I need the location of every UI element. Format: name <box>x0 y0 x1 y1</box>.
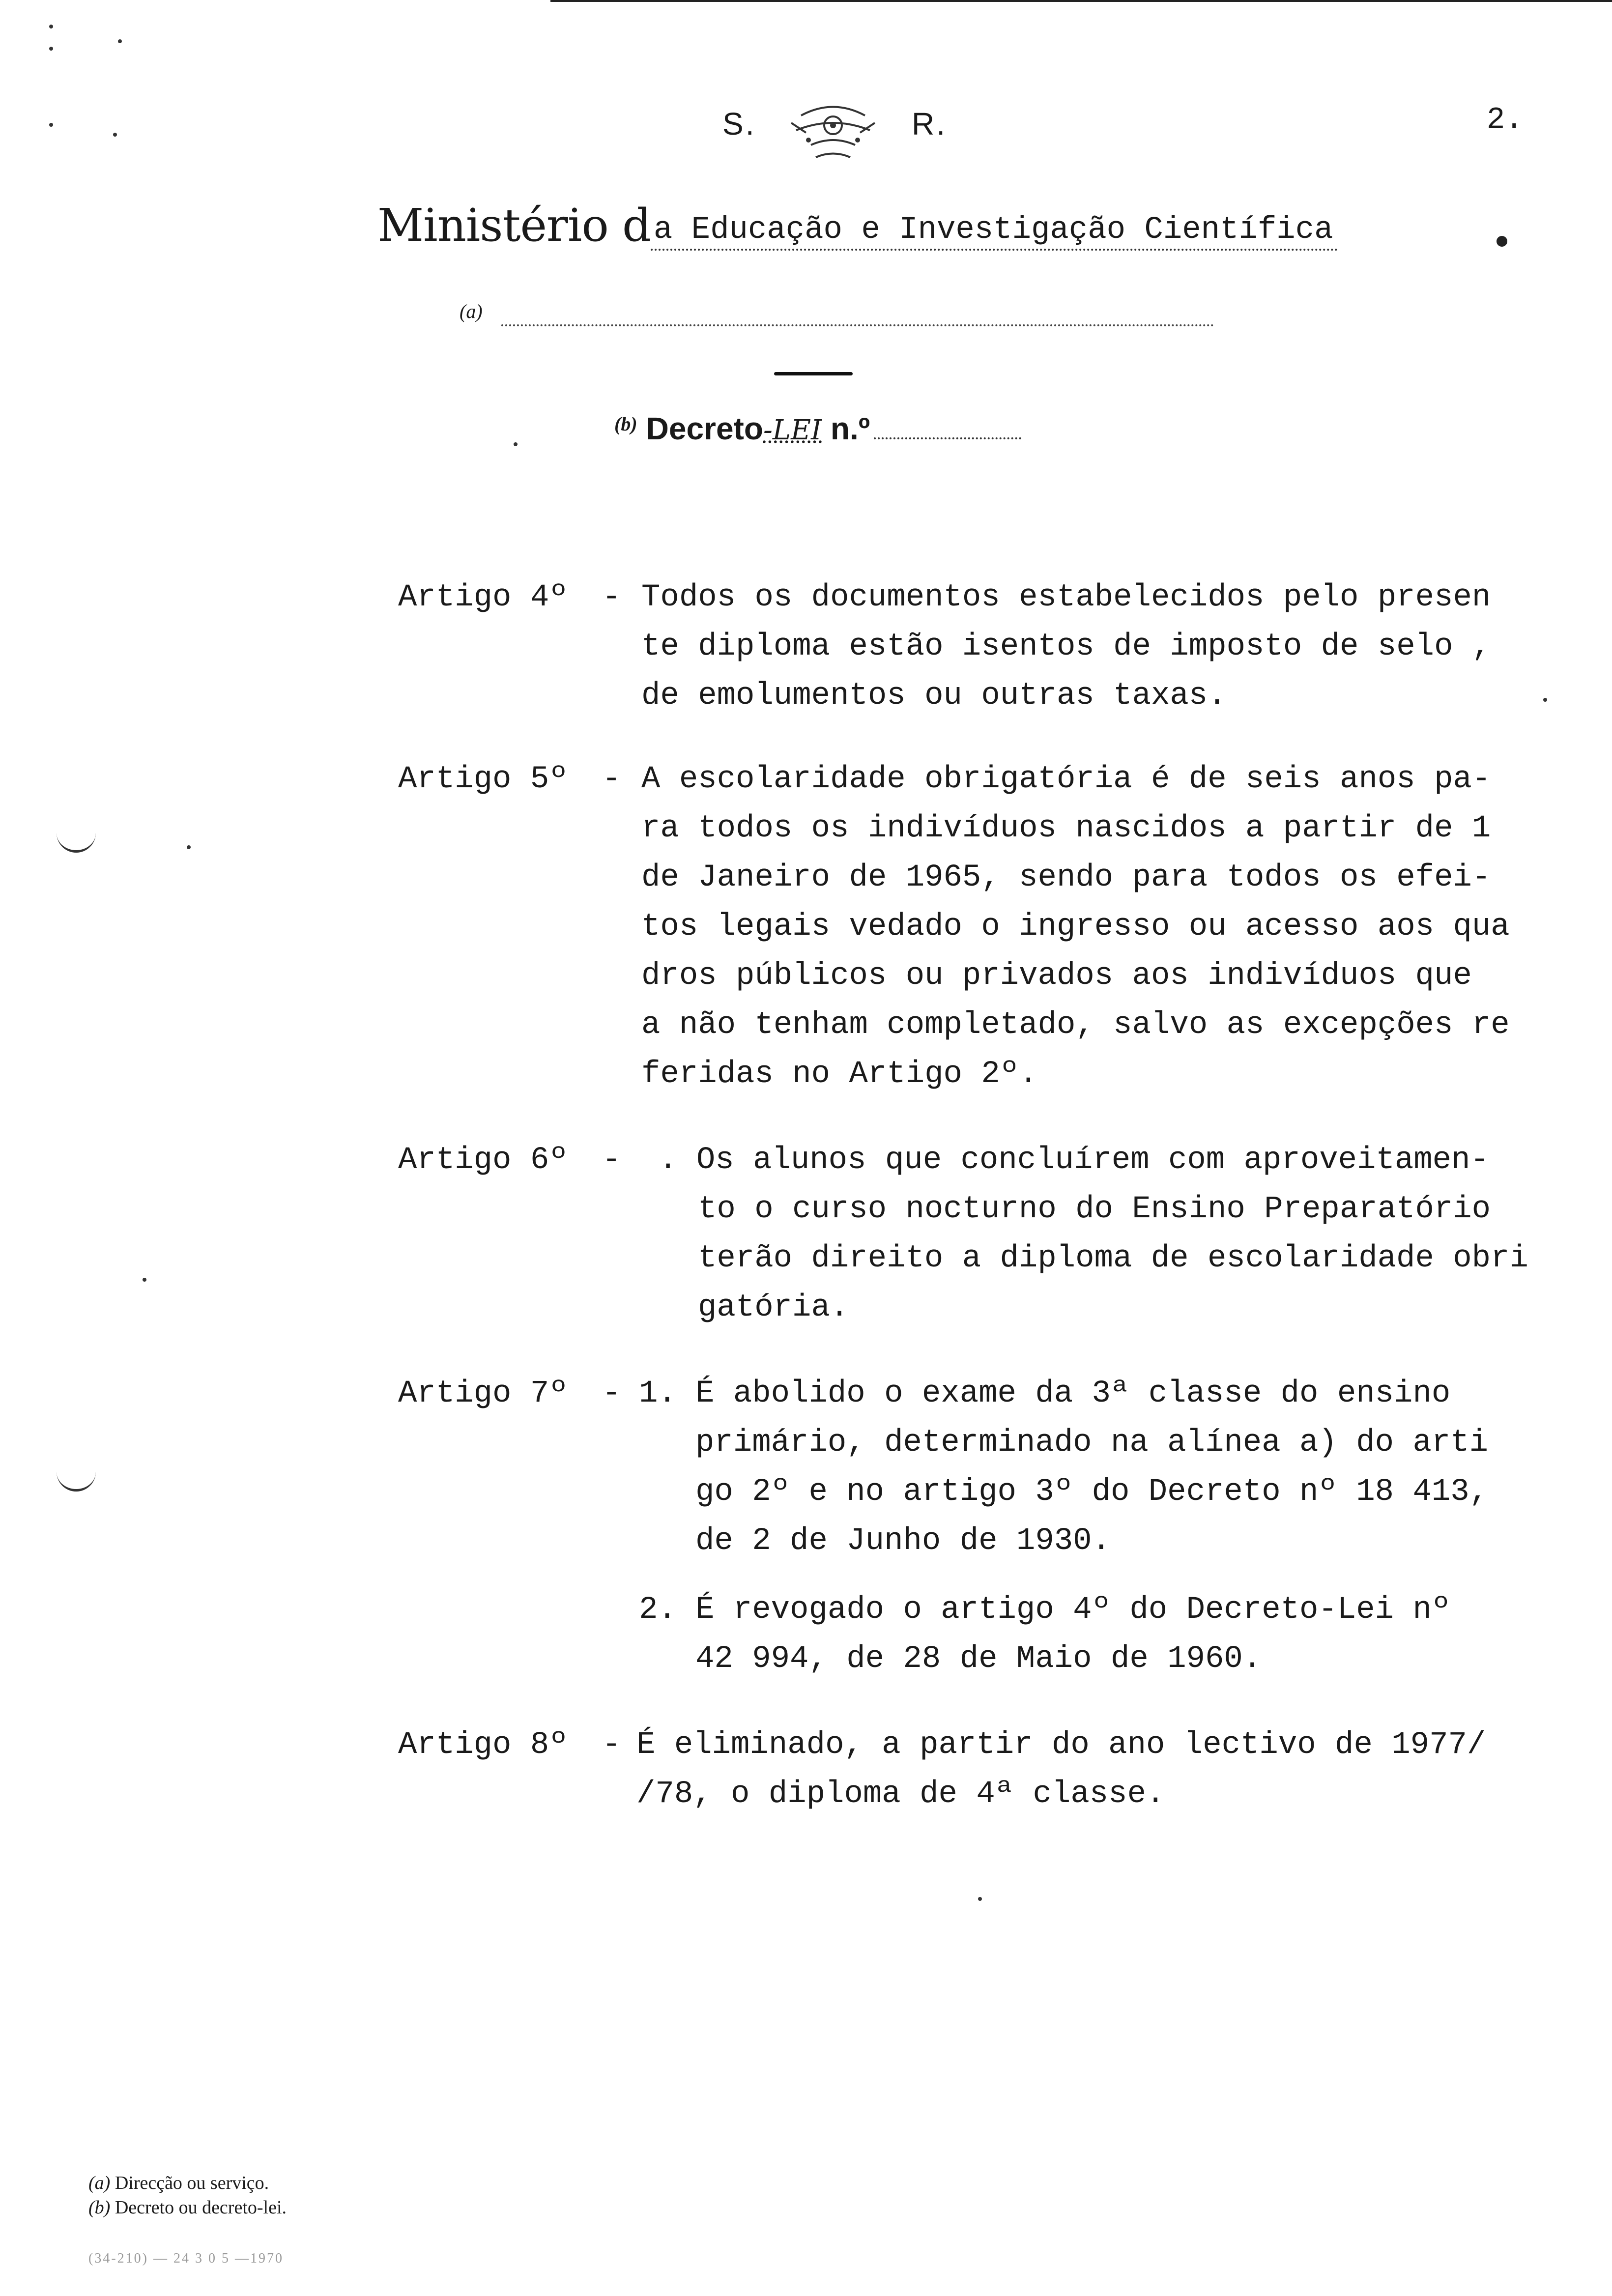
field-a-line <box>501 324 1214 326</box>
footnote-text: Decreto ou decreto-lei. <box>115 2197 287 2218</box>
printer-imprint: (34-210) — 24 3 0 5 —1970 <box>88 2251 284 2266</box>
ministry-heading <box>377 199 1338 252</box>
article-label: Artigo 8º <box>398 1727 568 1763</box>
footnote-marker: (b) <box>88 2197 111 2218</box>
article-line: primário, determinado na alínea a) do arti <box>695 1425 1489 1461</box>
article-item-number: 1. <box>639 1376 677 1411</box>
article-line: to o curso nocturno do Ensino Preparatório <box>698 1192 1491 1227</box>
scan-speck <box>113 133 117 137</box>
top-border-line <box>550 0 1612 2</box>
decree-number-label: n.º <box>830 411 870 446</box>
footnote <box>88 2197 287 2218</box>
footnote-marker: (a) <box>88 2173 111 2193</box>
article-dash: - <box>602 1143 621 1178</box>
field-a-marker: (a) <box>460 300 483 322</box>
separator-dash <box>774 372 853 375</box>
article-line: É abolido o exame da 3ª classe do ensino <box>695 1376 1451 1411</box>
article-line: dros públicos ou privados aos indivíduos que <box>641 958 1472 994</box>
bullet-mark <box>1497 236 1507 247</box>
article-line: go 2º e no artigo 3º do Decreto nº 18 413, <box>695 1474 1489 1510</box>
article-dash: - <box>602 1727 621 1763</box>
punch-hole-arc <box>57 831 96 853</box>
ministry-value: a Educação e Investigação Científica <box>651 212 1338 251</box>
footnote <box>88 2172 269 2194</box>
scan-speck <box>187 845 191 849</box>
article-label: Artigo 5º <box>398 762 568 797</box>
article-line: É eliminado, a partir do ano lectivo de 1977/ <box>636 1727 1486 1763</box>
scan-speck <box>1543 698 1547 702</box>
decree-label: Decreto <box>646 411 763 446</box>
article-line: de 2 de Junho de 1930. <box>695 1523 1111 1559</box>
article-line: de Janeiro de 1965, sendo para todos os efei- <box>641 860 1491 895</box>
footnote-text: Direcção ou serviço. <box>115 2173 269 2193</box>
punch-hole-arc <box>57 1469 96 1492</box>
ministry-label: Ministério d <box>377 199 651 252</box>
decree-line <box>614 410 1021 447</box>
coat-of-arms-icon <box>781 96 885 165</box>
scan-speck <box>514 442 518 446</box>
article-label: Artigo 7º <box>398 1376 568 1411</box>
article-line: 42 994, de 28 de Maio de 1960. <box>695 1641 1262 1677</box>
article-label: Artigo 6º <box>398 1143 568 1178</box>
scan-speck <box>118 39 122 43</box>
article-line: . Os alunos que concluírem com aproveitamen- <box>659 1143 1489 1178</box>
scan-speck <box>49 123 53 127</box>
article-line: ra todos os indivíduos nascidos a partir de 1 <box>641 811 1491 846</box>
article-line: Todos os documentos estabelecidos pelo presen <box>641 580 1491 615</box>
article-line: de emolumentos ou outras taxas. <box>641 678 1227 714</box>
article-dash: - <box>602 580 621 615</box>
article-dash: - <box>602 762 621 797</box>
article-item-number: 2. <box>639 1592 677 1628</box>
header-right-letter: R. <box>912 106 947 142</box>
article-line: feridas no Artigo 2º. <box>641 1057 1038 1092</box>
page-number: 2. <box>1487 102 1524 137</box>
header-left-letter: S. <box>722 106 756 142</box>
article-line: tos legais vedado o ingresso ou acesso aos qua <box>641 909 1510 945</box>
article-line: É revogado o artigo 4º do Decreto-Lei nº <box>695 1592 1451 1628</box>
scan-speck <box>143 1278 146 1282</box>
article-label: Artigo 4º <box>398 580 568 615</box>
article-line: gatória. <box>698 1290 849 1325</box>
decree-handwritten: -LEI <box>763 414 822 446</box>
article-dash: - <box>602 1376 621 1411</box>
decree-number-line <box>874 437 1021 439</box>
scan-speck <box>978 1897 982 1901</box>
article-line: A escolaridade obrigatória é de seis anos pa- <box>641 762 1491 797</box>
decree-marker: (b) <box>614 413 637 435</box>
article-line: te diploma estão isentos de imposto de selo , <box>641 629 1491 664</box>
scan-speck <box>49 25 53 29</box>
article-line: /78, o diploma de 4ª classe. <box>636 1777 1165 1812</box>
scan-speck <box>49 47 53 51</box>
article-line: a não tenham completado, salvo as excepções re <box>641 1007 1510 1043</box>
article-line: terão direito a diploma de escolaridade obri <box>698 1241 1528 1276</box>
